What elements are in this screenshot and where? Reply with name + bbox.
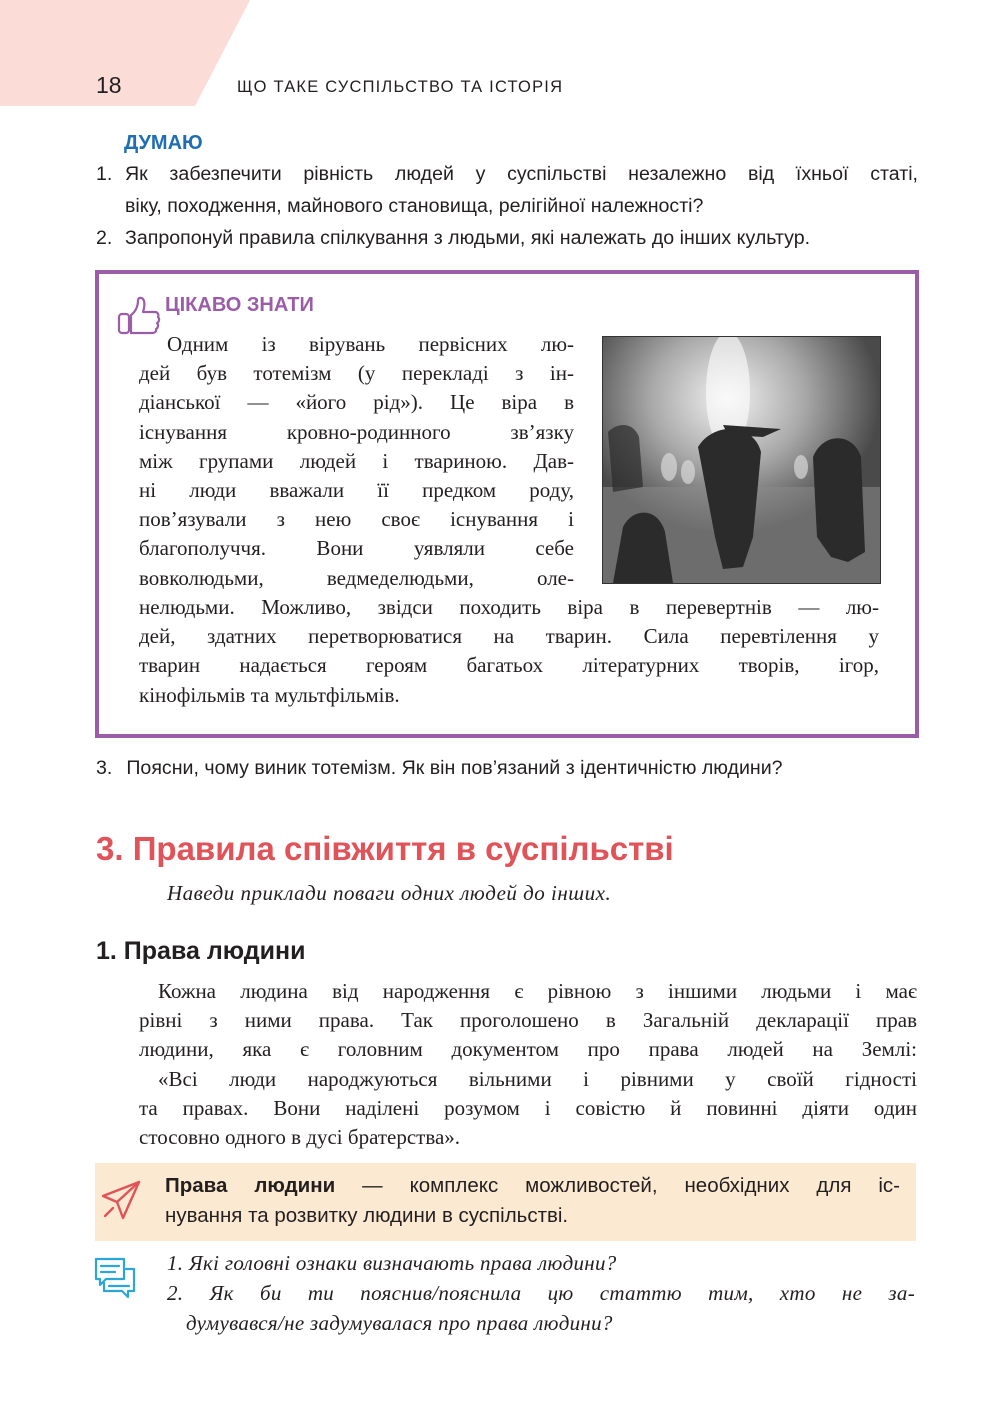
text-line: кінофільмів та мультфільмів. [139,682,400,707]
definition-line [165,1171,900,1201]
definition-term: Права людини [165,1174,336,1197]
text-line: дей, здатних перетворюватися на тварин. Сила перевтілення у [139,624,879,649]
totemism-ritual-photo [602,336,881,584]
think-heading: ДУМАЮ [124,132,203,154]
question-text-line: Як забезпечити рівність людей у суспільстві незалежно від їхньої статі, [125,163,918,185]
section-intro-question: Наведи приклади поваги одних людей до інших. [167,881,612,905]
text-line: та правах. Вони наділені розумом і совістю й повинні діяти один [139,1096,917,1121]
definition-text [165,1171,900,1231]
text-line: між групами людей і твариною. Дав- [139,448,574,473]
interesting-fact-box [95,270,919,738]
interesting-fact-text-wrapped [139,330,574,593]
text-line: тварин надається героям багатьох літературних творів, ігор, [139,653,879,678]
definition-line: нування та розвитку людини в суспільстві. [165,1204,569,1227]
header-corner-decoration [0,0,250,106]
text-line: рівні з ними права. Так проголошено в Загальній декларації прав [139,1008,917,1033]
subsection-title: 1. Права людини [96,937,306,965]
think-question-1 [96,158,918,222]
text-line: нелюдьми. Можливо, звідси походить віра в перевертнів — лю- [139,595,879,619]
page-number: 18 [96,72,122,98]
discussion-question-2-cont: думувався/не задумувалася про права людини? [186,1311,613,1335]
text-line: вовколюдьми, ведмеделюдьми, оле- [139,565,574,590]
discussion-question-2 [167,1278,915,1308]
question-number: 1. [167,1251,184,1275]
text-line: дей був тотемізм (у перекладі з ін- [139,361,574,386]
text-line: ні люди вважали її предком роду, [139,478,574,503]
definition-box [95,1163,916,1241]
text-line: «Всі люди народжуються вільними і рівними у своїй гідності [158,1067,917,1091]
text-line: стосовно одного в дусі братерства». [139,1125,461,1150]
text-line: пов’язували з нею своє існування і [139,507,574,532]
question-text-line: віку, походження, майнового становища, релігійної належності? [125,195,704,217]
question-number: 1. [96,163,113,185]
question-text: Які головні ознаки визначають права людини? [188,1251,617,1275]
discussion-questions [167,1248,915,1338]
question-text: Як би ти пояснив/пояснила цю статтю тим, хто не за- [209,1281,915,1305]
human-rights-paragraph [139,977,917,1065]
interesting-fact-heading: ЦІКАВО ЗНАТИ [165,294,314,316]
running-head: ЩО ТАКЕ СУСПІЛЬСТВО ТА ІСТОРІЯ [237,78,564,96]
text-line: людини, яка є головним документом про права людей на Землі: [139,1037,917,1062]
question-number: 2. [167,1281,184,1305]
text-line: благополуччя. Вони уявляли себе [139,536,574,561]
chat-icon [92,1255,138,1299]
think-question-list [96,158,918,254]
question-number: 3. [96,757,113,779]
section-title: 3. Правила співжиття в суспільстві [96,830,674,867]
text-line: Кожна людина від народження є рівною з іншими людьми і має [158,979,917,1003]
text-line: діанської — «його рід»). Це віра в [139,390,574,415]
discussion-question-1 [167,1248,915,1278]
think-question-3 [96,757,783,780]
declaration-quote [139,1065,917,1153]
think-question-2 [96,222,918,254]
text-line: існування кровно-родинного зв’язку [139,419,574,444]
text-line: Одним із вірувань первісних лю- [167,332,574,356]
question-number: 2. [96,227,113,249]
question-text: Поясни, чому виник тотемізм. Як він пов’язаний з ідентичністю людини? [126,757,783,779]
paper-plane-icon [99,1178,143,1222]
question-text: Запропонуй правила спілкування з людьми, які належать до інших культур. [125,227,811,249]
interesting-fact-text-full [139,593,879,710]
definition-rest: — комплекс можливостей, необхідних для іс- [335,1174,900,1197]
